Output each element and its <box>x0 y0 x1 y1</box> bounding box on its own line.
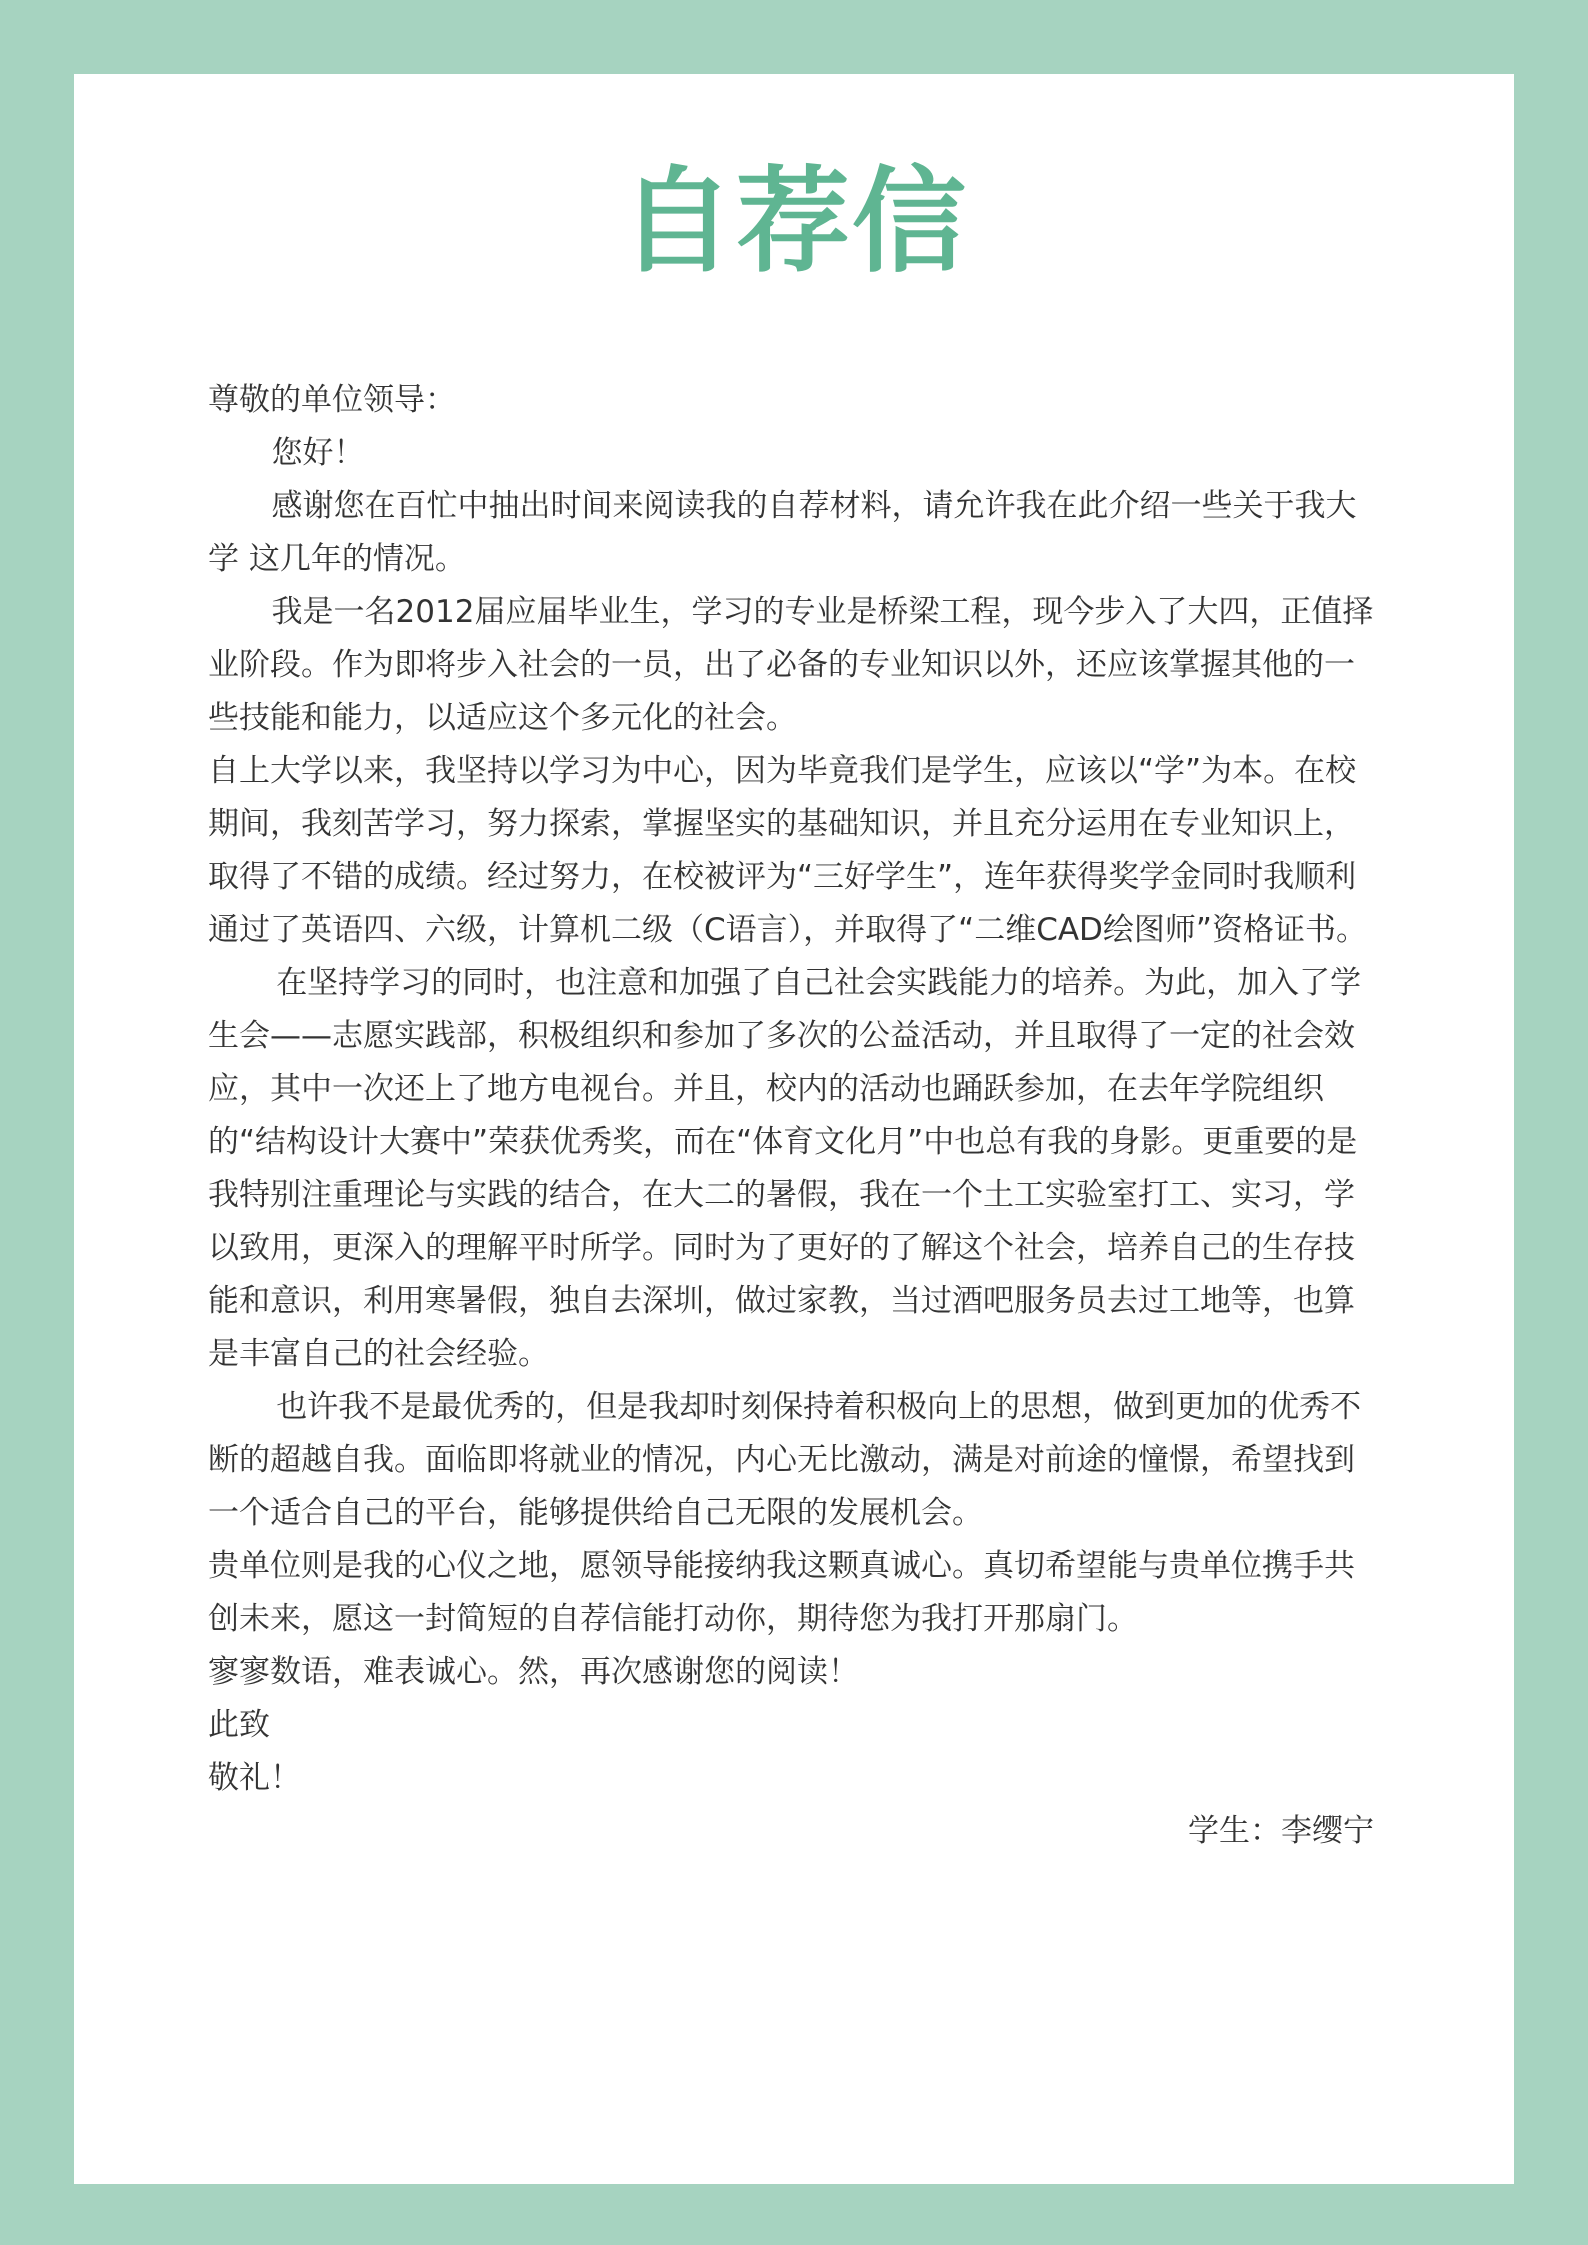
paragraph-thanks: 感谢您在百忙中抽出时间来阅读我的自荐材料，请允许我在此介绍一些关于我大学 这几年的情况。 <box>208 488 1357 577</box>
closing-line-2: 敬礼！ <box>208 1760 301 1796</box>
letter-title: 自荐信 <box>619 155 968 288</box>
paragraph-thanks-again: 寥寥数语，难表诚心。然，再次感谢您的阅读！ <box>208 1654 859 1690</box>
paragraph-aspiration: 也许我不是最优秀的，但是我却时刻保持着积极向上的思想，做到更加的优秀不断的超越自我。面临即将就业的情况，内心无比激动，满是对前途的憧憬，希望找到一个适合自己的平台，能够提供给自己无限的发展机会。 <box>208 1389 1362 1531</box>
salutation: 尊敬的单位领导： <box>208 382 456 418</box>
paragraph-study: 自上大学以来，我坚持以学习为中心，因为毕竟我们是学生，应该以“学”为本。在校期间，我刻苦学习，努力探索，掌握坚实的基础知识，并且充分运用在专业知识上，取得了不错的成绩。经过努力，在校被评为“三好学生”，连年获得奖学金同时我顺利通过了英语四、六级，计算机二级（C语言），并取得了“二维CAD绘图师”资格证书。 <box>208 753 1367 948</box>
signature: 学生：李缨宁 <box>1188 1813 1374 1849</box>
paragraph-practice: 在坚持学习的同时，也注意和加强了自己社会实践能力的培养。为此，加入了学生会——志愿实践部，积极组织和参加了多次的公益活动，并且取得了一定的社会效应，其中一次还上了地方电视台。并且，校内的活动也踊跃参加，在去年学院组织的“结构设计大赛中”荣获优秀奖，而在“体育文化月”中也总有我的身影。更重要的是我特别注重理论与实践的结合，在大二的暑假，我在一个土工实验室打工、实习，学以致用，更深入的理解平时所学。同时为了更好的了解这个社会，培养自己的生存技能和意识，利用寒暑假，独自去深圳，做过家教，当过酒吧服务员去过工地等，也算是丰富自己的社会经验。 <box>208 965 1362 1372</box>
paragraph-hope: 贵单位则是我的心仪之地，愿领导能接纳我这颗真诚心。真切希望能与贵单位携手共创未来，愿这一封简短的自荐信能打动你，期待您为我打开那扇门。 <box>208 1548 1355 1637</box>
paragraph-background: 我是一名2012届应届毕业生，学习的专业是桥梁工程，现今步入了大四，正值择业阶段。作为即将步入社会的一员，出了必备的专业知识以外，还应该掌握其他的一些技能和能力，以适应这个多元化的社会。 <box>208 594 1374 736</box>
letter-page <box>74 74 1514 2184</box>
letter-body <box>208 374 1374 1858</box>
closing-line-1: 此致 <box>208 1707 270 1743</box>
greeting: 您好！ <box>271 435 365 471</box>
